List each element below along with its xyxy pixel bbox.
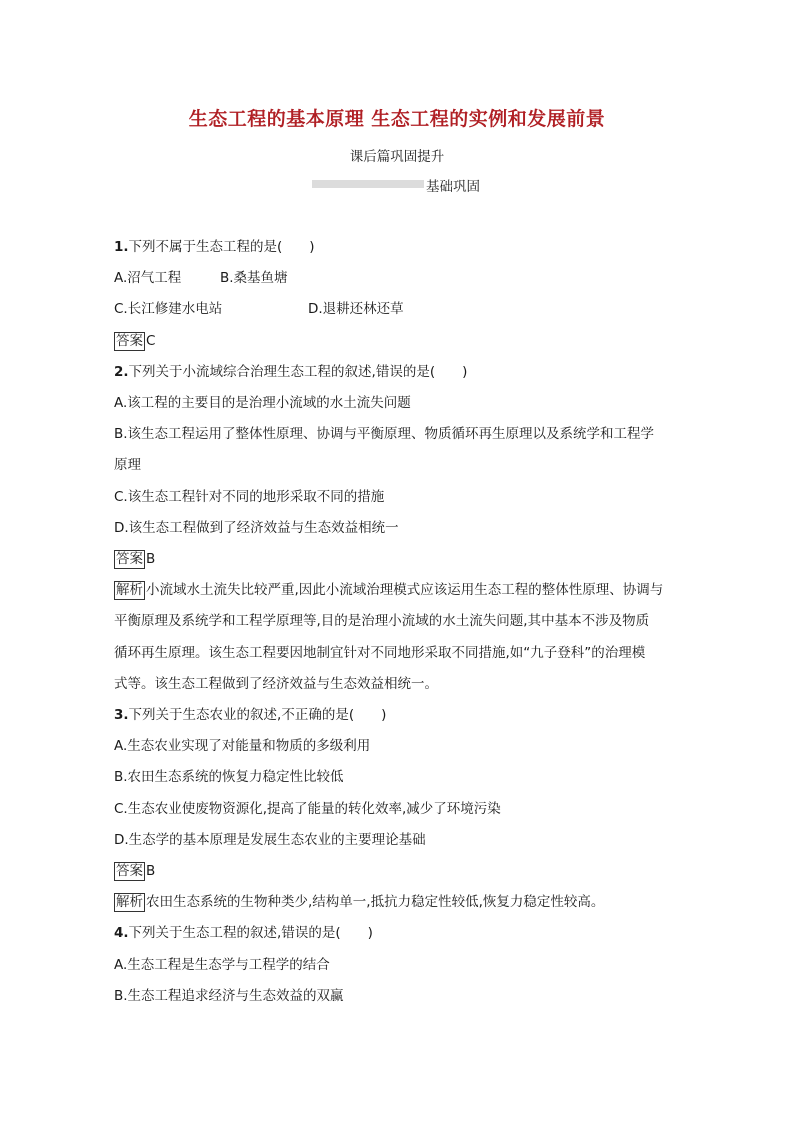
question-2-option-d: D.该生态工程做到了经济效益与生态效益相统一 — [114, 520, 399, 536]
question-3-option-b: B.农田生态系统的恢复力稳定性比较低 — [114, 769, 344, 785]
question-4-number: 4. — [114, 925, 129, 941]
question-1-option-b: B.桑基鱼塘 — [220, 270, 288, 286]
section-bar — [312, 180, 424, 188]
question-2-option-b-line2: 原理 — [114, 457, 141, 473]
question-3-option-d: D.生态学的基本原理是发展生态农业的主要理论基础 — [114, 832, 426, 848]
question-3-option-a: A.生态农业实现了对能量和物质的多级利用 — [114, 738, 371, 754]
answer-tag: 答案 — [116, 863, 143, 879]
question-1-option-d: D.退耕还林还草 — [308, 301, 404, 317]
question-1-option-c: C.长江修建水电站 — [114, 301, 223, 317]
question-2-analysis-line1: 解析 小流域水土流失比较严重,因此小流域治理模式应该运用生态工程的整体性原理、协调与 — [116, 582, 664, 598]
question-1-number: 1. — [114, 239, 129, 255]
question-2-stem — [114, 362, 467, 382]
question-2-option-c: C.该生态工程针对不同的地形采取不同的措施 — [114, 489, 385, 505]
question-2-option-b-line1: B.该生态工程运用了整体性原理、协调与平衡原理、物质循环再生原理以及系统学和工程学 — [114, 426, 655, 442]
answer-tag: 答案 — [116, 551, 143, 567]
question-3-answer-value: B — [146, 863, 156, 879]
question-1-answer-value: C — [146, 333, 156, 349]
question-1-stem — [114, 237, 315, 257]
question-3-option-c: C.生态农业使废物资源化,提高了能量的转化效率,减少了环境污染 — [114, 801, 501, 817]
question-2-answer-value: B — [146, 551, 156, 567]
question-4-text: 下列关于生态工程的叙述,错误的是( ) — [128, 925, 373, 941]
question-2-analysis-line3: 循环再生原理。该生态工程要因地制宜针对不同地形采取不同措施,如“九子登科”的治理模 — [114, 645, 646, 661]
question-4-option-b: B.生态工程追求经济与生态效益的双赢 — [114, 988, 344, 1004]
question-2-number: 2. — [114, 364, 129, 380]
question-1-answer — [114, 331, 155, 351]
question-3-analysis-line1: 解析 农田生态系统的生物种类少,结构单一,抵抗力稳定性较低,恢复力稳定性较高。 — [116, 894, 605, 910]
question-1-text: 下列不属于生态工程的是( ) — [128, 239, 315, 255]
question-4-stem — [114, 923, 373, 943]
analysis-tag: 解析 — [116, 894, 143, 910]
question-1-options-ab — [114, 268, 414, 288]
question-1-option-a: A.沼气工程 — [114, 270, 182, 286]
question-1-options-cd — [114, 299, 514, 319]
question-2-text: 下列关于小流域综合治理生态工程的叙述,错误的是( ) — [128, 364, 468, 380]
question-2-analysis-line4: 式等。该生态工程做到了经济效益与生态效益相统一。 — [114, 676, 438, 692]
question-3-answer — [114, 861, 155, 881]
question-3-stem — [114, 705, 386, 725]
question-3-number: 3. — [114, 707, 129, 723]
page-subtitle: 课后篇巩固提升 — [349, 149, 445, 165]
question-2-option-a: A.该工程的主要目的是治理小流域的水土流失问题 — [114, 395, 411, 411]
question-2-answer — [114, 549, 155, 569]
answer-tag: 答案 — [116, 333, 143, 349]
analysis-tag: 解析 — [116, 582, 143, 598]
section-label: 基础巩固 — [426, 179, 480, 195]
question-2-analysis-line2: 平衡原理及系统学和工程学原理等,目的是治理小流域的水土流失问题,其中基本不涉及物质 — [114, 613, 650, 629]
question-4-option-a: A.生态工程是生态学与工程学的结合 — [114, 957, 330, 973]
question-3-text: 下列关于生态农业的叙述,不正确的是( ) — [128, 707, 387, 723]
page-title: 生态工程的基本原理 生态工程的实例和发展前景 — [188, 108, 606, 130]
